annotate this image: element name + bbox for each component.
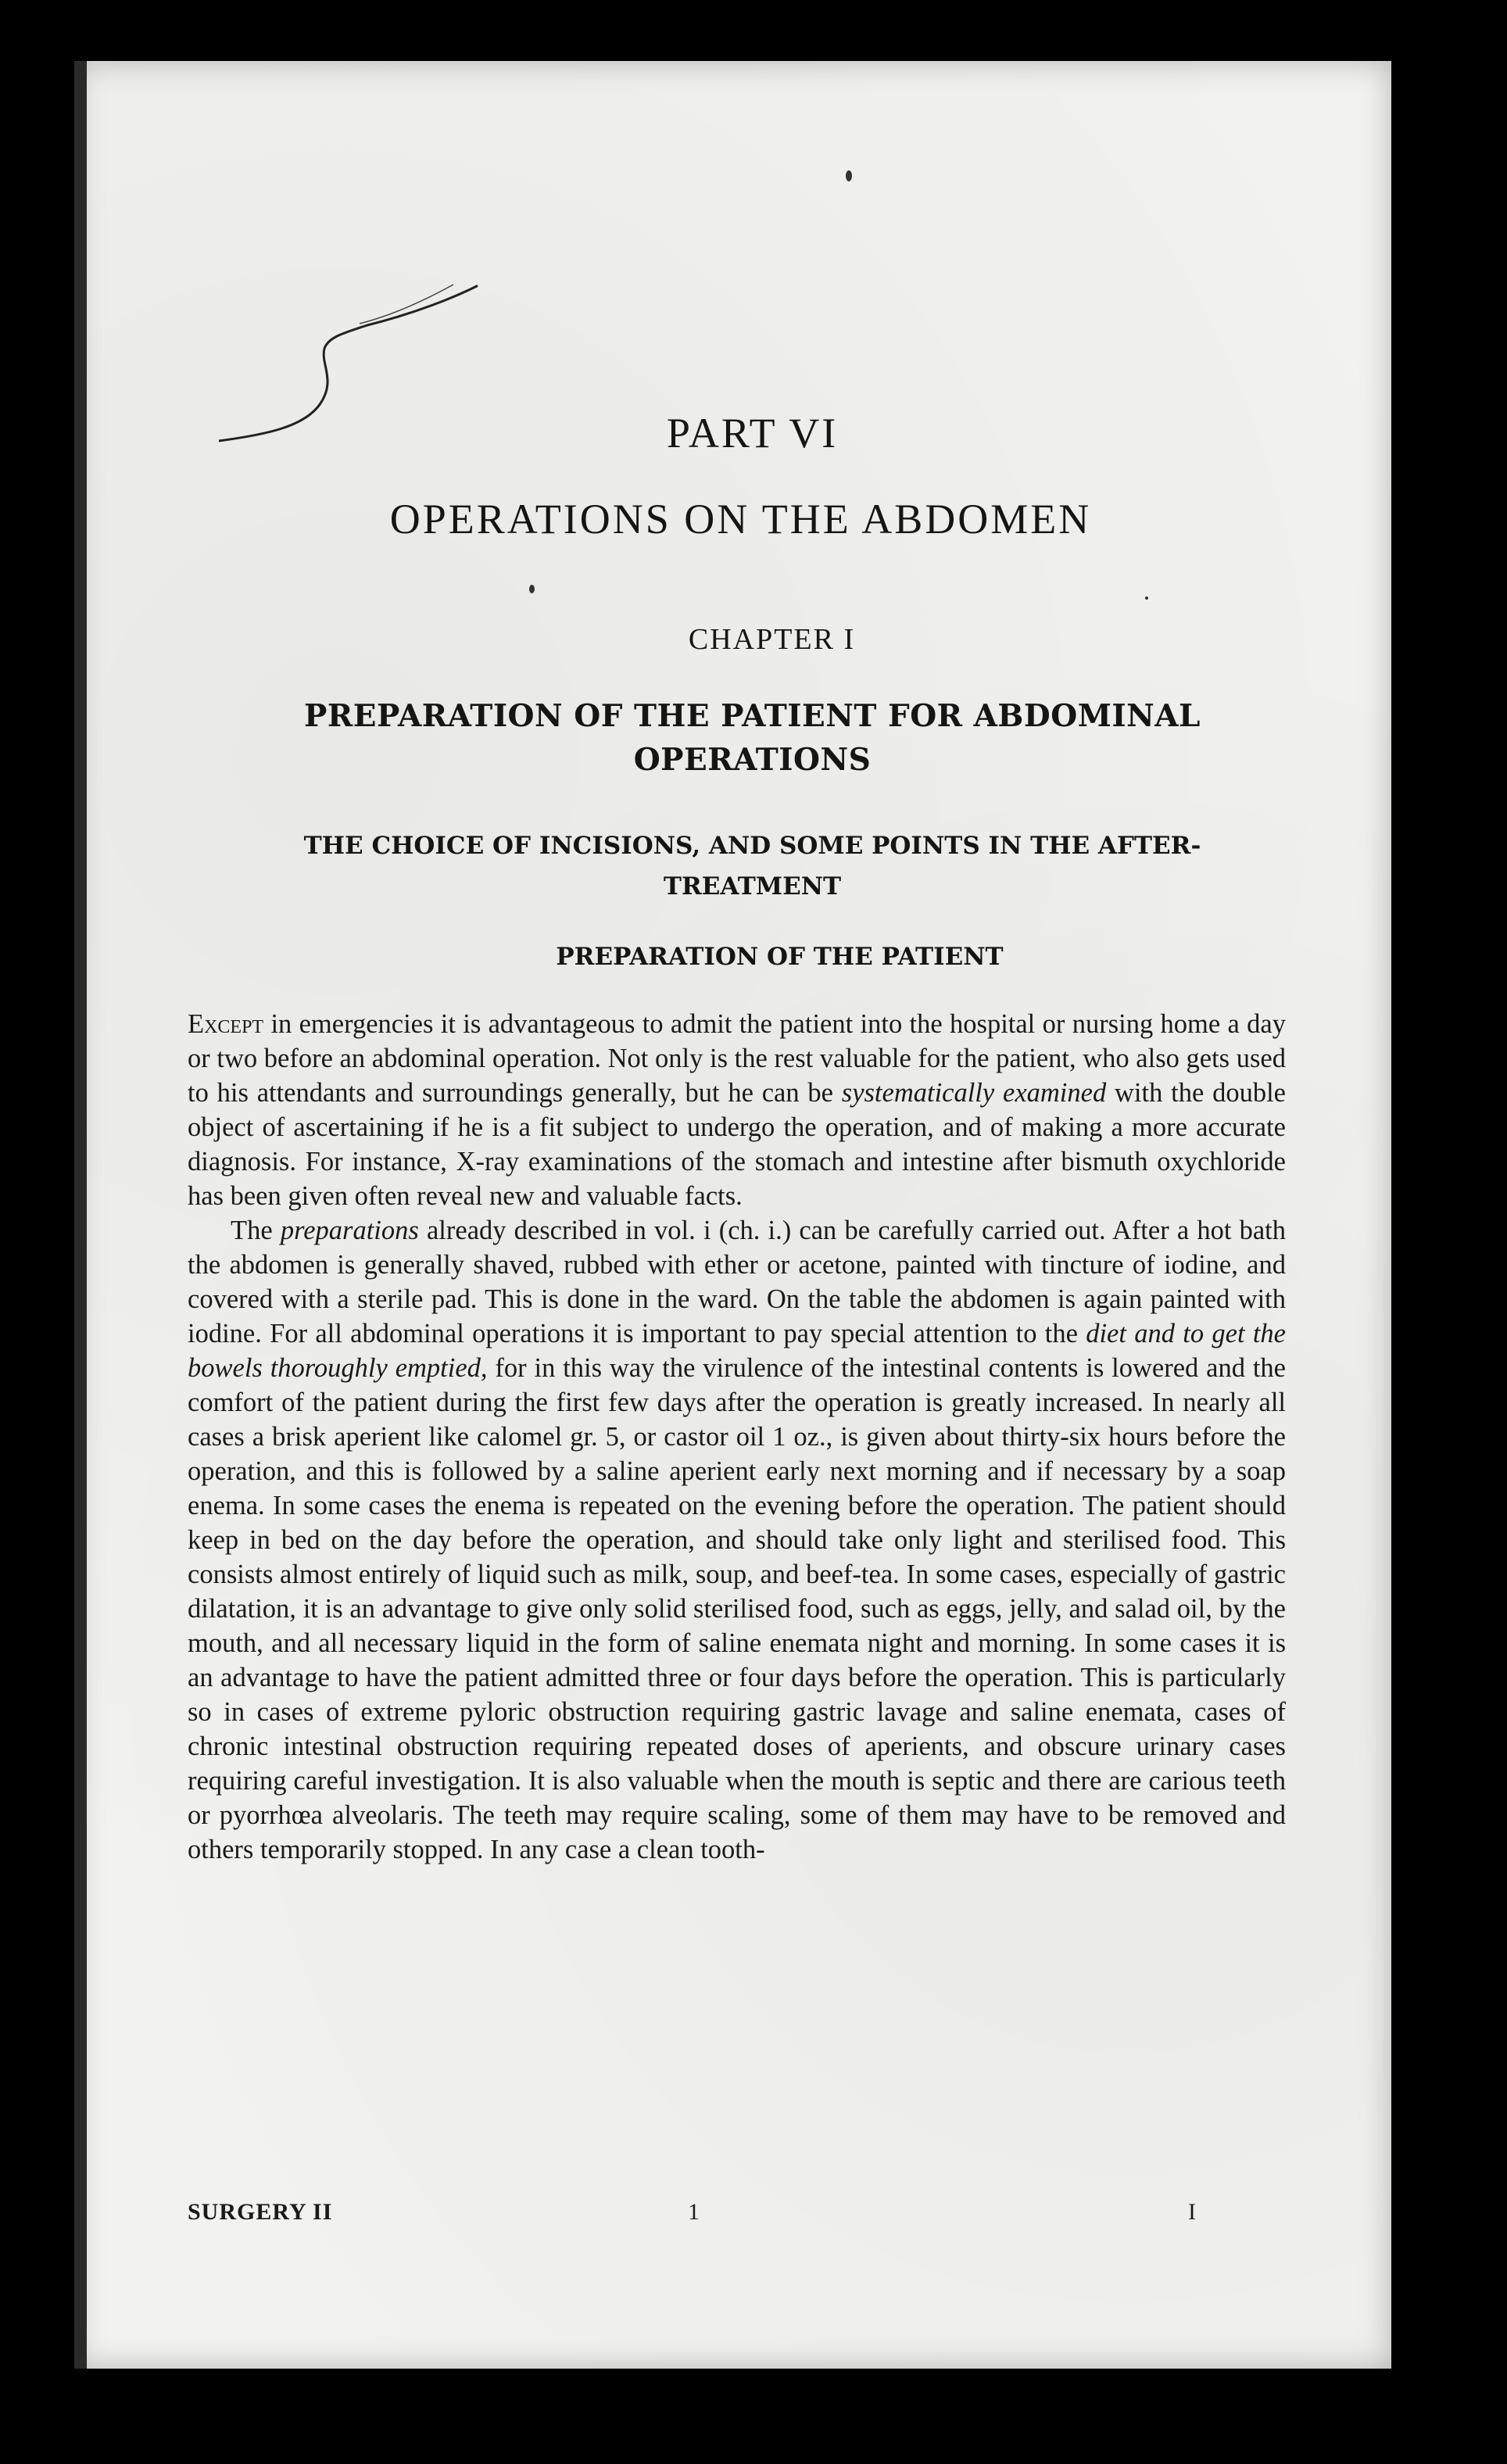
emphasis-text: systematically examined bbox=[841, 1078, 1107, 1108]
paragraph-1 bbox=[188, 1007, 1286, 1213]
part-title: PART VI bbox=[666, 410, 839, 457]
ink-speck bbox=[846, 170, 852, 181]
subtitle-line-2: TREATMENT bbox=[663, 872, 842, 901]
chapter-label: CHAPTER I bbox=[688, 623, 856, 656]
ink-speck bbox=[529, 585, 535, 593]
emphasis-text: preparations bbox=[280, 1216, 419, 1245]
chapter-title bbox=[94, 694, 1411, 782]
ink-speck bbox=[1145, 596, 1148, 600]
book-page bbox=[74, 61, 1391, 2369]
page-number: 1 bbox=[688, 2199, 700, 2225]
signature-mark: SURGERY II bbox=[188, 2199, 333, 2225]
paragraph-2 bbox=[188, 1213, 1286, 1867]
page-binding-edge bbox=[74, 61, 87, 2369]
section-heading: PREPARATION OF THE PATIENT bbox=[556, 943, 1004, 971]
paragraph-text: with the double object of ascertaining if he is a fit subject to undergo the operation, and of making a more accurate diagnosis. For instance, X-ray examinations of the stomach and intestine after bismuth oxychloride has been given often reveal new and valuable facts. bbox=[188, 1078, 1286, 1211]
section-title: OPERATIONS ON THE ABDOMEN bbox=[389, 496, 1092, 543]
gathering-mark: I bbox=[1188, 2199, 1196, 2225]
paragraph-text: for in this way the virulence of the intestinal contents is lowered and the comfort of the patient during the first few days after the operation is greatly increased. In nearly all cases a brisk aperient like calomel gr. 5, or castor oil 1 oz., is given about thirty-six hours before the operation, and this is followed by a saline aperient early next morning and if necessary by a soap enema. In some cases the enema is repeated on the evening before the operation. The patient should keep in bed on the day before the operation, and should take only light and sterilised food. This consists almost entirely of liquid such as milk, soup, and beef-tea. In some cases, especially of gastric dilatation, it is an advantage to give only solid sterilised food, such as eggs, jelly, and salad oil, by the mouth, and all necessary liquid in the form of saline enemata night and morning. In some cases it is an advantage to have the patient admitted three or four days before the operation. This is particularly so in cases of extreme pyloric obstruction requiring gastric lavage and saline enemata, cases of chronic intestinal obstruction requiring repeated doses of aperients, and obscure urinary cases requiring careful investigation. It is also valuable when the mouth is septic and there are carious teeth or pyorrhœa alveolaris. The teeth may require scaling, some of them may have to be removed and others temporarily stopped. In any case a clean tooth- bbox=[188, 1353, 1286, 1864]
emphasis-text: diet and to get the bowels thoroughly emptied, bbox=[188, 1319, 1286, 1383]
body-text bbox=[188, 1007, 1286, 1867]
subtitle-line-1: THE CHOICE OF INCISIONS, AND SOME POINTS IN THE AFTER- bbox=[303, 832, 1201, 860]
chapter-title-line-2: OPERATIONS bbox=[633, 742, 872, 778]
subtitle bbox=[94, 826, 1411, 907]
chapter-title-line-1: PREPARATION OF THE PATIENT FOR ABDOMINAL bbox=[304, 698, 1201, 734]
paragraph-lead: Except bbox=[188, 1009, 264, 1039]
paragraph-text: The bbox=[231, 1216, 281, 1245]
paragraph-text: in emergencies it is advantageous to admit the patient into the hospital or nursing home a day or two before an abdominal operation. Not only is the rest valuable for the patient, who also gets used to his attendants and surroundings generally, but he can be bbox=[188, 1009, 1286, 1108]
paragraph-text: already described in vol. i (ch. i.) can be carefully carried out. After a hot bath the abdomen is generally shaved, rubbed with ether or acetone, painted with tincture of iodine, and covered with a sterile pad. This is done in the ward. On the table the abdomen is again painted with iodine. For all abdominal operations it is important to pay special attention to the bbox=[188, 1216, 1287, 1348]
